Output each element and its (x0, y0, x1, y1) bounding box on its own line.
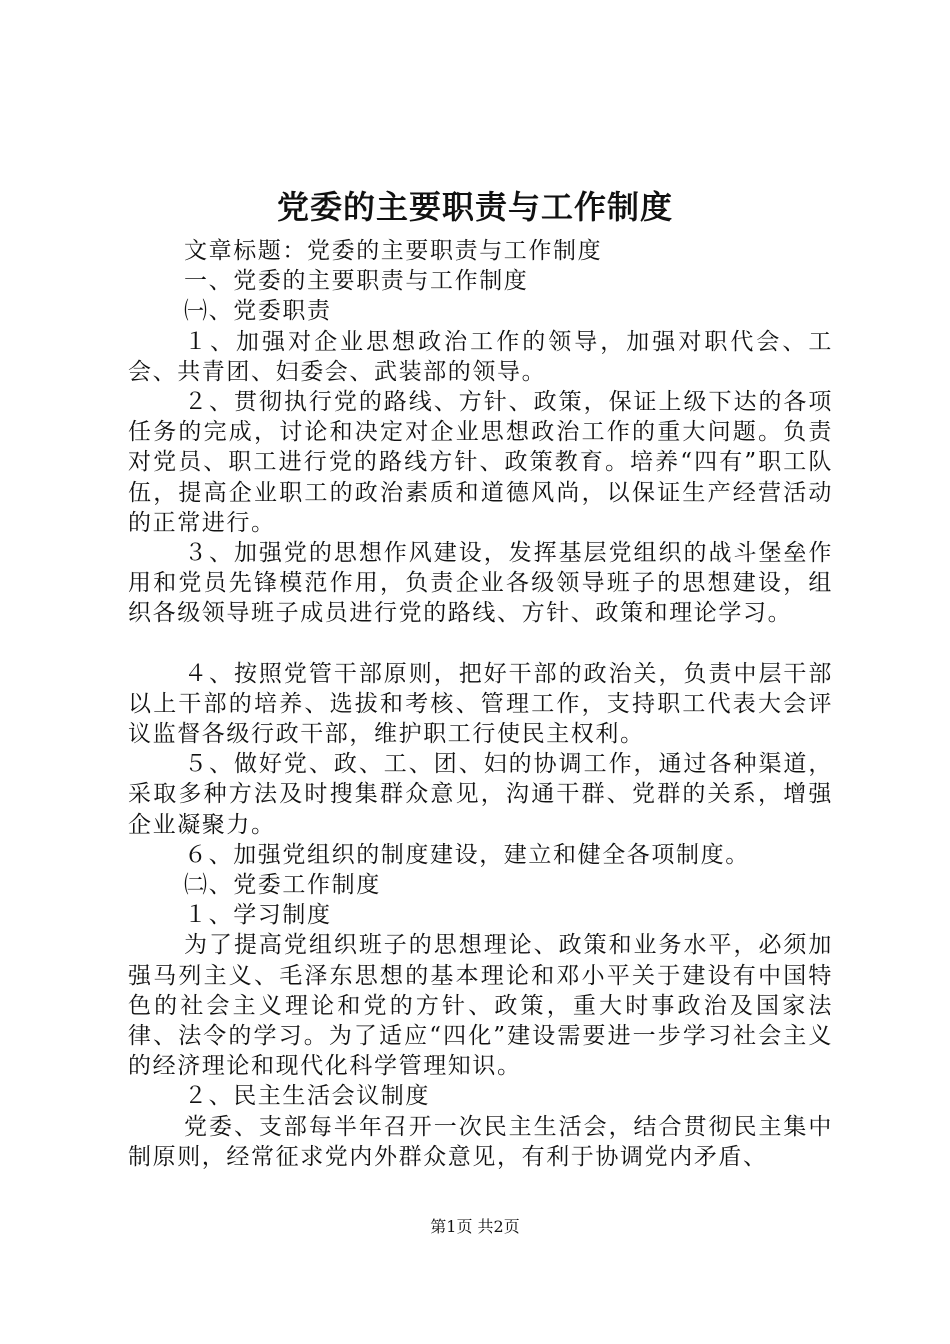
paragraph-duty-2: ２、贯彻执行党的路线、方针、政策，保证上级下达的各项任务的完成，讨论和决定对企业思想政治工作的重大问题。负责对党员、职工进行党的路线方针、政策教育。培养“四有”职工队伍，提高企业职工的政治素质和道德风尚，以保证生产经营活动的正常进行。 (128, 389, 833, 536)
paragraph-article-title: 文章标题：党委的主要职责与工作制度 (184, 238, 603, 264)
document-title: 党委的主要职责与工作制度 (276, 188, 673, 226)
paragraph-duty-5: ５、做好党、政、工、团、妇的协调工作，通过各种渠道，采取多种方法及时搜集群众意见，沟通干群、党群的关系，增强企业凝聚力。 (128, 751, 833, 838)
paragraph-duty-4: ４、按照党管干部原则，把好干部的政治关，负责中层干部以上干部的培养、选拔和考核、管理工作，支持职工代表大会评议监督各级行政干部，维护职工行使民主权利。 (128, 660, 833, 748)
page-number-footer: 第1页 共2页 (430, 1217, 520, 1236)
subsection-heading-work-system: ㈡、党委工作制度 (184, 872, 381, 899)
paragraph-gap (128, 629, 833, 659)
paragraph-democratic-meeting: 党委、支部每半年召开一次民主生活会，结合贯彻民主集中制原则，经常征求党内外群众意见，有利于协调党内矛盾、 (128, 1113, 833, 1170)
document-body (128, 236, 833, 1172)
paragraph-duty-6: ６、加强党组织的制度建设，建立和健全各项制度。 (184, 841, 750, 868)
heading-democratic-meeting: ２、民主生活会议制度 (184, 1083, 430, 1110)
heading-study-system: １、学习制度 (184, 902, 332, 929)
paragraph-study-system: 为了提高党组织班子的思想理论、政策和业务水平，必须加强马列主义、毛泽东思想的基本理论和邓小平关于建设有中国特色的社会主义理论和党的方针、政策，重大时事政治及国家法律、法令的学习。为了适应“四化”建设需要进一步学习社会主义的经济理论和现代化科学管理知识。 (128, 932, 833, 1080)
paragraph-duty-3: ３、加强党的思想作风建设，发挥基层党组织的战斗堡垒作用和党员先锋模范作用，负责企业各级领导班子的思想建设，组织各级领导班子成员进行党的路线、方针、政策和理论学习。 (128, 540, 833, 627)
subsection-heading-duties: ㈠、党委职责 (184, 298, 332, 325)
paragraph-duty-1: １、加强对企业思想政治工作的领导，加强对职代会、工会、共青团、妇委会、武装部的领导。 (128, 328, 833, 385)
section-heading-1: 一、党委的主要职责与工作制度 (184, 268, 529, 295)
